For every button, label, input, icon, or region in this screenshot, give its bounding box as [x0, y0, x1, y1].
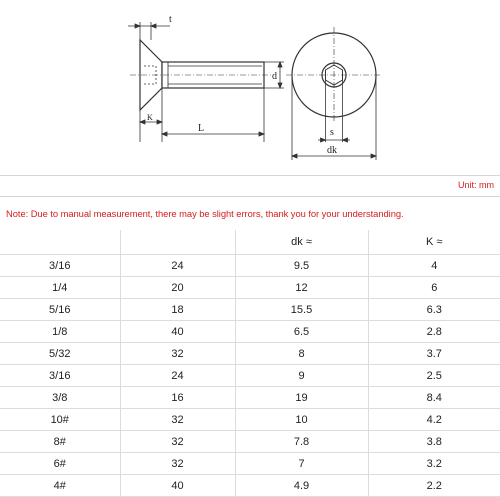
cell-k: 3.8	[368, 431, 500, 453]
cell-thread: 32	[120, 453, 235, 475]
cell-size: 4#	[0, 475, 120, 497]
note-text: Note: Due to manual measurement, there may be slight errors, thank you for your understanding.	[6, 208, 404, 219]
cell-thread: 24	[120, 365, 235, 387]
cell-dk: 7.8	[235, 431, 368, 453]
cell-size: 3/16	[0, 255, 120, 277]
table-row	[0, 343, 500, 365]
size-table	[0, 230, 500, 497]
divider-unit	[0, 196, 500, 197]
screw-side-view	[130, 40, 272, 110]
table-row	[0, 387, 500, 409]
cell-thread: 32	[120, 431, 235, 453]
dimension-l	[162, 88, 264, 142]
label-t: t	[169, 14, 172, 25]
cell-dk: 9.5	[235, 255, 368, 277]
cell-size: 8#	[0, 431, 120, 453]
cell-k: 2.5	[368, 365, 500, 387]
table-body	[0, 255, 500, 497]
cell-k: 2.8	[368, 321, 500, 343]
cell-dk: 19	[235, 387, 368, 409]
table-row	[0, 409, 500, 431]
cell-dk: 10	[235, 409, 368, 431]
cell-thread: 16	[120, 387, 235, 409]
cell-dk: 6.5	[235, 321, 368, 343]
cell-size: 1/4	[0, 277, 120, 299]
header-dk: dk ≈	[235, 230, 368, 255]
cell-thread: 20	[120, 277, 235, 299]
cell-size: 5/16	[0, 299, 120, 321]
cell-k: 6.3	[368, 299, 500, 321]
table-row	[0, 299, 500, 321]
table-row	[0, 277, 500, 299]
cell-size: 10#	[0, 409, 120, 431]
label-k: K	[147, 113, 153, 122]
cell-thread: 24	[120, 255, 235, 277]
label-s: s	[330, 127, 334, 138]
cell-dk: 4.9	[235, 475, 368, 497]
cell-k: 8.4	[368, 387, 500, 409]
label-l: L	[198, 123, 205, 134]
header-cell	[120, 230, 235, 255]
cell-dk: 8	[235, 343, 368, 365]
cell-thread: 18	[120, 299, 235, 321]
table-row	[0, 453, 500, 475]
cell-thread: 40	[120, 321, 235, 343]
unit-label: Unit: mm	[458, 180, 494, 190]
cell-dk: 12	[235, 277, 368, 299]
cell-k: 4	[368, 255, 500, 277]
cell-thread: 32	[120, 343, 235, 365]
cell-k: 2.2	[368, 475, 500, 497]
cell-thread: 32	[120, 409, 235, 431]
cell-k: 4.2	[368, 409, 500, 431]
cell-k: 6	[368, 277, 500, 299]
cell-dk: 7	[235, 453, 368, 475]
table-header-row	[0, 230, 500, 255]
cell-thread: 40	[120, 475, 235, 497]
table-row	[0, 255, 500, 277]
header-cell	[0, 230, 120, 255]
header-k: K ≈	[368, 230, 500, 255]
cell-k: 3.7	[368, 343, 500, 365]
cell-k: 3.2	[368, 453, 500, 475]
screw-technical-drawing	[0, 0, 500, 175]
label-dk: dk	[327, 145, 337, 156]
dimension-t	[128, 22, 170, 40]
label-d: d	[272, 71, 277, 82]
table-row	[0, 431, 500, 453]
cell-size: 6#	[0, 453, 120, 475]
table-row	[0, 321, 500, 343]
table-row	[0, 365, 500, 387]
cell-size: 5/32	[0, 343, 120, 365]
table-row	[0, 475, 500, 497]
cell-size: 3/16	[0, 365, 120, 387]
cell-dk: 15.5	[235, 299, 368, 321]
cell-size: 1/8	[0, 321, 120, 343]
divider-top	[0, 175, 500, 176]
cell-dk: 9	[235, 365, 368, 387]
cell-size: 3/8	[0, 387, 120, 409]
screw-top-view	[286, 27, 382, 123]
